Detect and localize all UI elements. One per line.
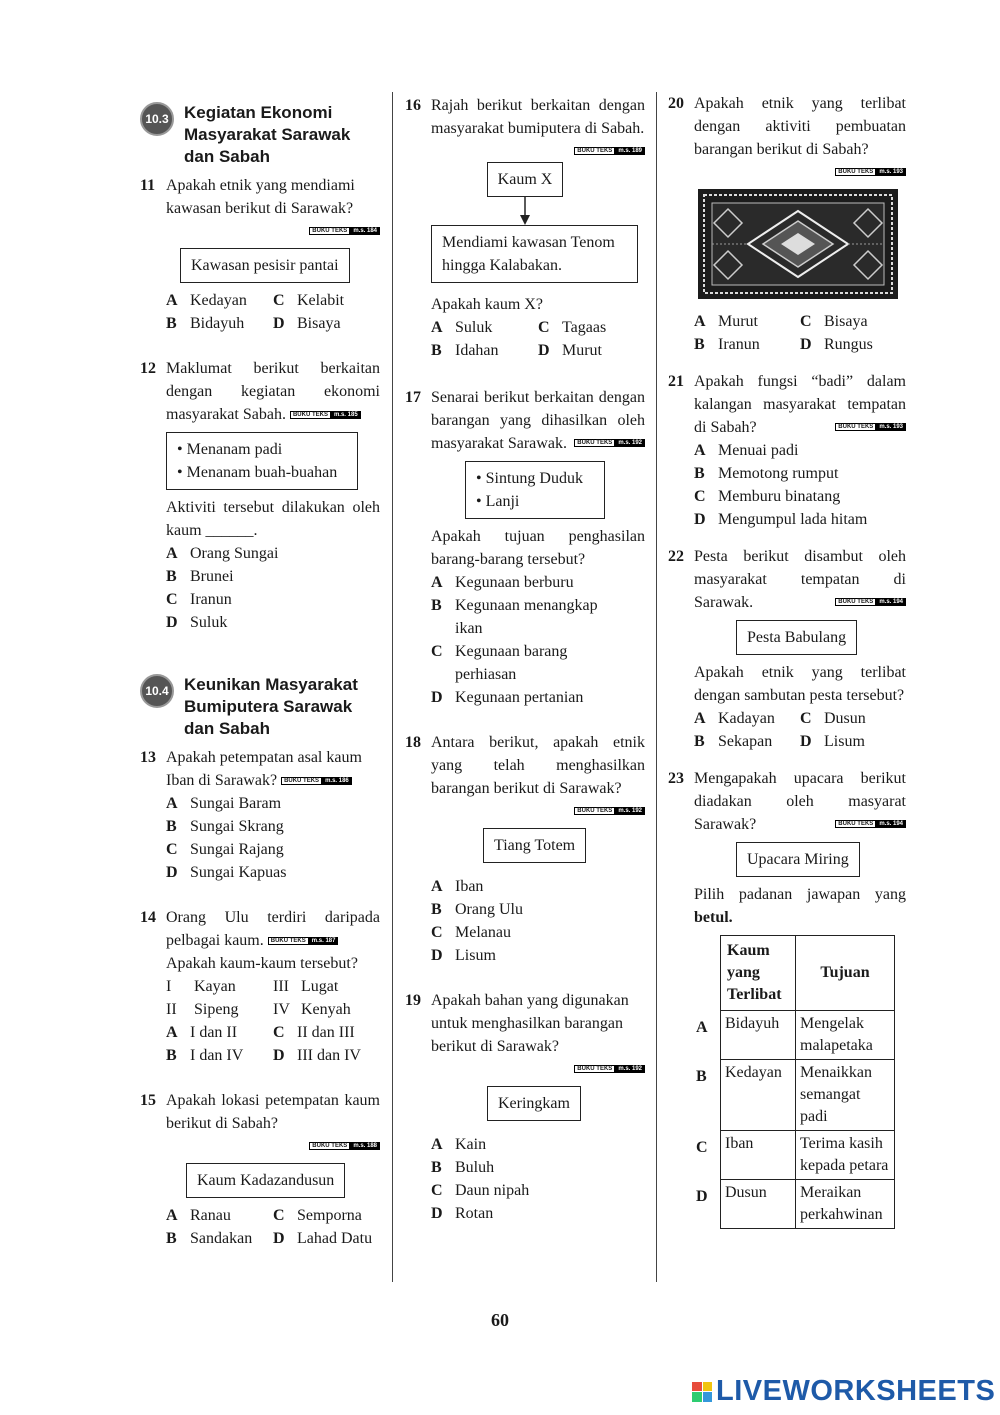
table-row-b[interactable]: B Kedayan Menaikkan semangat padi (692, 1060, 895, 1131)
info-box: Tiang Totem (483, 828, 586, 863)
question-number: 23 (668, 770, 684, 787)
section-title: Keunikan Masyarakat Bumiputera Sarawak dan Sabah (184, 675, 358, 738)
question-number: 14 (140, 909, 156, 926)
bullet-item: • Lanji (476, 493, 520, 510)
option-c[interactable]: C Tagaas (538, 319, 607, 336)
question-number: 16 (405, 97, 421, 114)
info-box: Upacara Miring (736, 842, 860, 877)
question-text: Apakah lokasi petempatan kaum berikut di Sabah? (166, 1092, 380, 1132)
textbook-ref: BUKU TEKS m.s. 194 (835, 819, 906, 829)
brand-text: LIVEWORKSHEETS (716, 1375, 996, 1407)
question-text: Apakah etnik yang terlibat dengan aktiviti pembuatan barangan berikut di Sabah? (694, 95, 906, 158)
section-header-10-4 (140, 674, 380, 740)
option-a[interactable]: A Menuai padi (694, 442, 799, 459)
option-c[interactable]: C Dusun (800, 710, 866, 727)
textbook-ref: BUKU TEKS m.s. 192 (405, 802, 645, 820)
option-a[interactable]: A Sungai Baram (166, 795, 282, 812)
textbook-ref: BUKU TEKS m.s. 188 (140, 1137, 380, 1155)
option-a[interactable]: A I dan II (166, 1024, 238, 1041)
question-number: 19 (405, 992, 421, 1009)
question-stem: Aktiviti tersebut dilakukan oleh kaum ______. (166, 499, 380, 539)
question-text: Apakah bahan yang digunakan untuk menghasilkan barangan berikut di Sarawak? (431, 992, 629, 1055)
option-b[interactable]: B Kegunaan menangkap ikan (431, 597, 598, 637)
question-stem: Pilih padanan jawapan yang betul. (694, 886, 906, 926)
question-number: 20 (668, 95, 684, 112)
section-header-10-3 (140, 102, 380, 168)
option-c[interactable]: C Semporna (273, 1207, 362, 1224)
option-b[interactable]: B Bidayuh (166, 315, 245, 332)
option-b[interactable]: B Brunei (166, 568, 234, 585)
option-d[interactable]: D Rungus (800, 336, 873, 353)
option-d[interactable]: D Mengumpul lada hitam (694, 511, 868, 528)
question-text: Antara berikut, apakah etnik yang telah menghasilkan barangan berikut di Sarawak? (431, 734, 645, 797)
question-text: Apakah etnik yang mendiami kawasan berikut di Sarawak? (166, 177, 355, 217)
textbook-ref: BUKU TEKS m.s. 194 (835, 597, 906, 607)
option-a[interactable]: A Iban (431, 878, 484, 895)
info-box: Kaum Kadazandusun (186, 1163, 345, 1198)
option-d[interactable]: D Lisum (431, 947, 496, 964)
option-d[interactable]: D Suluk (166, 614, 228, 631)
column-divider-1 (392, 92, 393, 1282)
page-number: 60 (491, 1310, 509, 1330)
option-d[interactable]: D Lisum (800, 733, 865, 750)
kaum-x-box: Kaum X (487, 162, 564, 197)
info-box: Pesta Babulang (736, 620, 857, 655)
option-a[interactable]: A Murut (694, 313, 758, 330)
bullet-item: • Menanam padi (177, 441, 283, 458)
question-number: 13 (140, 749, 156, 766)
question-21 (668, 370, 906, 531)
option-a[interactable]: A Kadayan (694, 710, 775, 727)
question-text: Mengapakah upacara berikut diadakan oleh masyarat Sarawak? (694, 770, 906, 833)
question-14 (140, 906, 380, 1067)
woven-carpet-image (698, 189, 898, 299)
option-b[interactable]: B Orang Ulu (431, 901, 523, 918)
option-a[interactable]: A Kegunaan berburu (431, 574, 574, 591)
option-a[interactable]: A Orang Sungai (166, 545, 279, 562)
option-d[interactable]: D Sungai Kapuas (166, 864, 287, 881)
info-box (465, 461, 605, 519)
question-text: Senarai berikut berkaitan dengan barangan yang dihasilkan oleh masyarakat Sarawak. (431, 389, 645, 452)
table-row-d[interactable]: D Dusun Meraikan perkahwinan (692, 1180, 895, 1229)
question-19 (405, 989, 645, 1225)
option-a[interactable]: A Kain (431, 1136, 487, 1153)
question-number: 17 (405, 389, 421, 406)
option-b[interactable]: B I dan IV (166, 1047, 244, 1064)
question-text: Maklumat berikut berkaitan dengan kegiatan ekonomi masyarakat Sabah. (166, 360, 380, 423)
option-c[interactable]: C Kegunaan barang perhiasan (431, 643, 568, 683)
info-box (166, 432, 358, 490)
question-stem: Apakah kaum-kaum tersebut? (166, 955, 358, 972)
option-c[interactable]: C Sungai Rajang (166, 841, 284, 858)
roman-item: IV Kenyah (273, 1001, 351, 1018)
option-d[interactable]: D Murut (538, 342, 602, 359)
question-20 (668, 92, 906, 356)
option-b[interactable]: B Memotong rumput (694, 465, 839, 482)
question-text: Orang Ulu terdiri daripada pelbagai kaum. (166, 909, 380, 949)
option-b[interactable]: B Sungai Skrang (166, 818, 284, 835)
option-c[interactable]: C Memburu binatang (694, 488, 841, 505)
textbook-ref: BUKU TEKS m.s. 187 (268, 936, 339, 946)
question-23 (668, 767, 906, 1229)
table-row-c[interactable]: C Iban Terima kasih kepada petara (692, 1131, 895, 1180)
option-c[interactable]: C II dan III (273, 1024, 355, 1041)
option-a[interactable]: A Ranau (166, 1207, 231, 1224)
section-title: Kegiatan Ekonomi Masyarakat Sarawak dan Sabah (184, 103, 351, 166)
option-d[interactable]: D Bisaya (273, 315, 341, 332)
textbook-ref: BUKU TEKS m.s. 193 (835, 422, 906, 432)
option-b[interactable]: B Iranun (694, 336, 760, 353)
question-11 (140, 174, 380, 335)
question-number: 21 (668, 373, 684, 390)
arrow-down-icon (405, 197, 645, 225)
option-c[interactable]: C Daun nipah (431, 1182, 530, 1199)
textbook-ref: BUKU TEKS m.s. 184 (140, 222, 380, 240)
column-divider-2 (656, 92, 657, 1282)
textbook-ref: BUKU TEKS m.s. 189 (574, 146, 645, 156)
option-b[interactable]: B Sandakan (166, 1230, 253, 1247)
option-b[interactable]: B Buluh (431, 1159, 495, 1176)
question-stem: Apakah tujuan penghasilan barang-barang tersebut? (431, 528, 645, 568)
question-12 (140, 357, 380, 634)
bullet-item: • Menanam buah-buahan (177, 464, 338, 481)
liveworksheets-logo[interactable] (692, 1375, 995, 1408)
question-22 (668, 545, 906, 753)
question-text: Apakah fungsi “badi” dalam kalangan masyarakat tempatan di Sabah? (694, 373, 906, 436)
question-13 (140, 746, 380, 884)
column-3 (668, 92, 906, 1229)
textbook-ref: BUKU TEKS m.s. 192 (574, 438, 645, 448)
question-16 (405, 94, 645, 362)
question-number: 12 (140, 360, 156, 377)
question-number: 22 (668, 548, 684, 565)
option-d[interactable]: D Rotan (431, 1205, 494, 1222)
question-text: Rajah berikut berkaitan dengan masyarakat bumiputera di Sabah. (431, 97, 645, 137)
roman-item: I Kayan (166, 978, 236, 995)
info-box: Kawasan pesisir pantai (180, 248, 350, 283)
question-number: 18 (405, 734, 421, 751)
question-18 (405, 731, 645, 967)
option-b[interactable]: B Sekapan (694, 733, 773, 750)
question-number: 15 (140, 1092, 156, 1109)
textbook-ref: BUKU TEKS m.s. 193 (668, 163, 906, 181)
table-row-a[interactable]: A Bidayuh Mengelak malapetaka (692, 1011, 895, 1060)
textbook-ref: BUKU TEKS m.s. 185 (290, 410, 361, 420)
question-text: Apakah petempatan asal kaum Iban di Sarawak? (166, 749, 362, 789)
option-c[interactable]: C Bisaya (800, 313, 868, 330)
question-stem: Apakah etnik yang terlibat dengan sambutan pesta tersebut? (694, 664, 906, 704)
roman-item: II Sipeng (166, 1001, 239, 1018)
textbook-ref: BUKU TEKS m.s. 186 (281, 776, 352, 786)
roman-item: III Lugat (273, 978, 339, 995)
section-badge: 10.4 (140, 674, 174, 708)
question-stem: Apakah kaum X? (431, 296, 543, 313)
option-c[interactable]: C Kelabit (273, 292, 345, 309)
info-box: Keringkam (487, 1086, 581, 1121)
question-number: 11 (140, 177, 156, 194)
option-c[interactable]: C Iranun (166, 591, 232, 608)
question-text: Pesta berikut disambut oleh masyarakat tempatan di Sarawak. (694, 548, 906, 611)
liveworksheets-icon (692, 1382, 712, 1402)
question-17 (405, 386, 645, 709)
option-b[interactable]: B Idahan (431, 342, 499, 359)
info-box: Mendiami kawasan Tenom hingga Kalabakan. (431, 225, 638, 283)
answer-table (692, 935, 895, 1229)
table-header: Kaum yang Terlibat (721, 936, 796, 1011)
bullet-item: • Sintung Duduk (476, 470, 583, 487)
option-a[interactable]: A Kedayan (166, 292, 247, 309)
option-a[interactable]: A Suluk (431, 319, 493, 336)
column-1 (140, 92, 380, 1250)
column-2 (405, 92, 645, 1225)
question-15 (140, 1089, 380, 1250)
option-d[interactable]: D Kegunaan pertanian (431, 689, 584, 706)
option-c[interactable]: C Melanau (431, 924, 511, 941)
option-d[interactable]: D III dan IV (273, 1047, 361, 1064)
textbook-ref: BUKU TEKS m.s. 192 (405, 1060, 645, 1078)
section-badge: 10.3 (140, 102, 174, 136)
table-header: Tujuan (796, 936, 895, 1011)
option-d[interactable]: D Lahad Datu (273, 1230, 373, 1247)
